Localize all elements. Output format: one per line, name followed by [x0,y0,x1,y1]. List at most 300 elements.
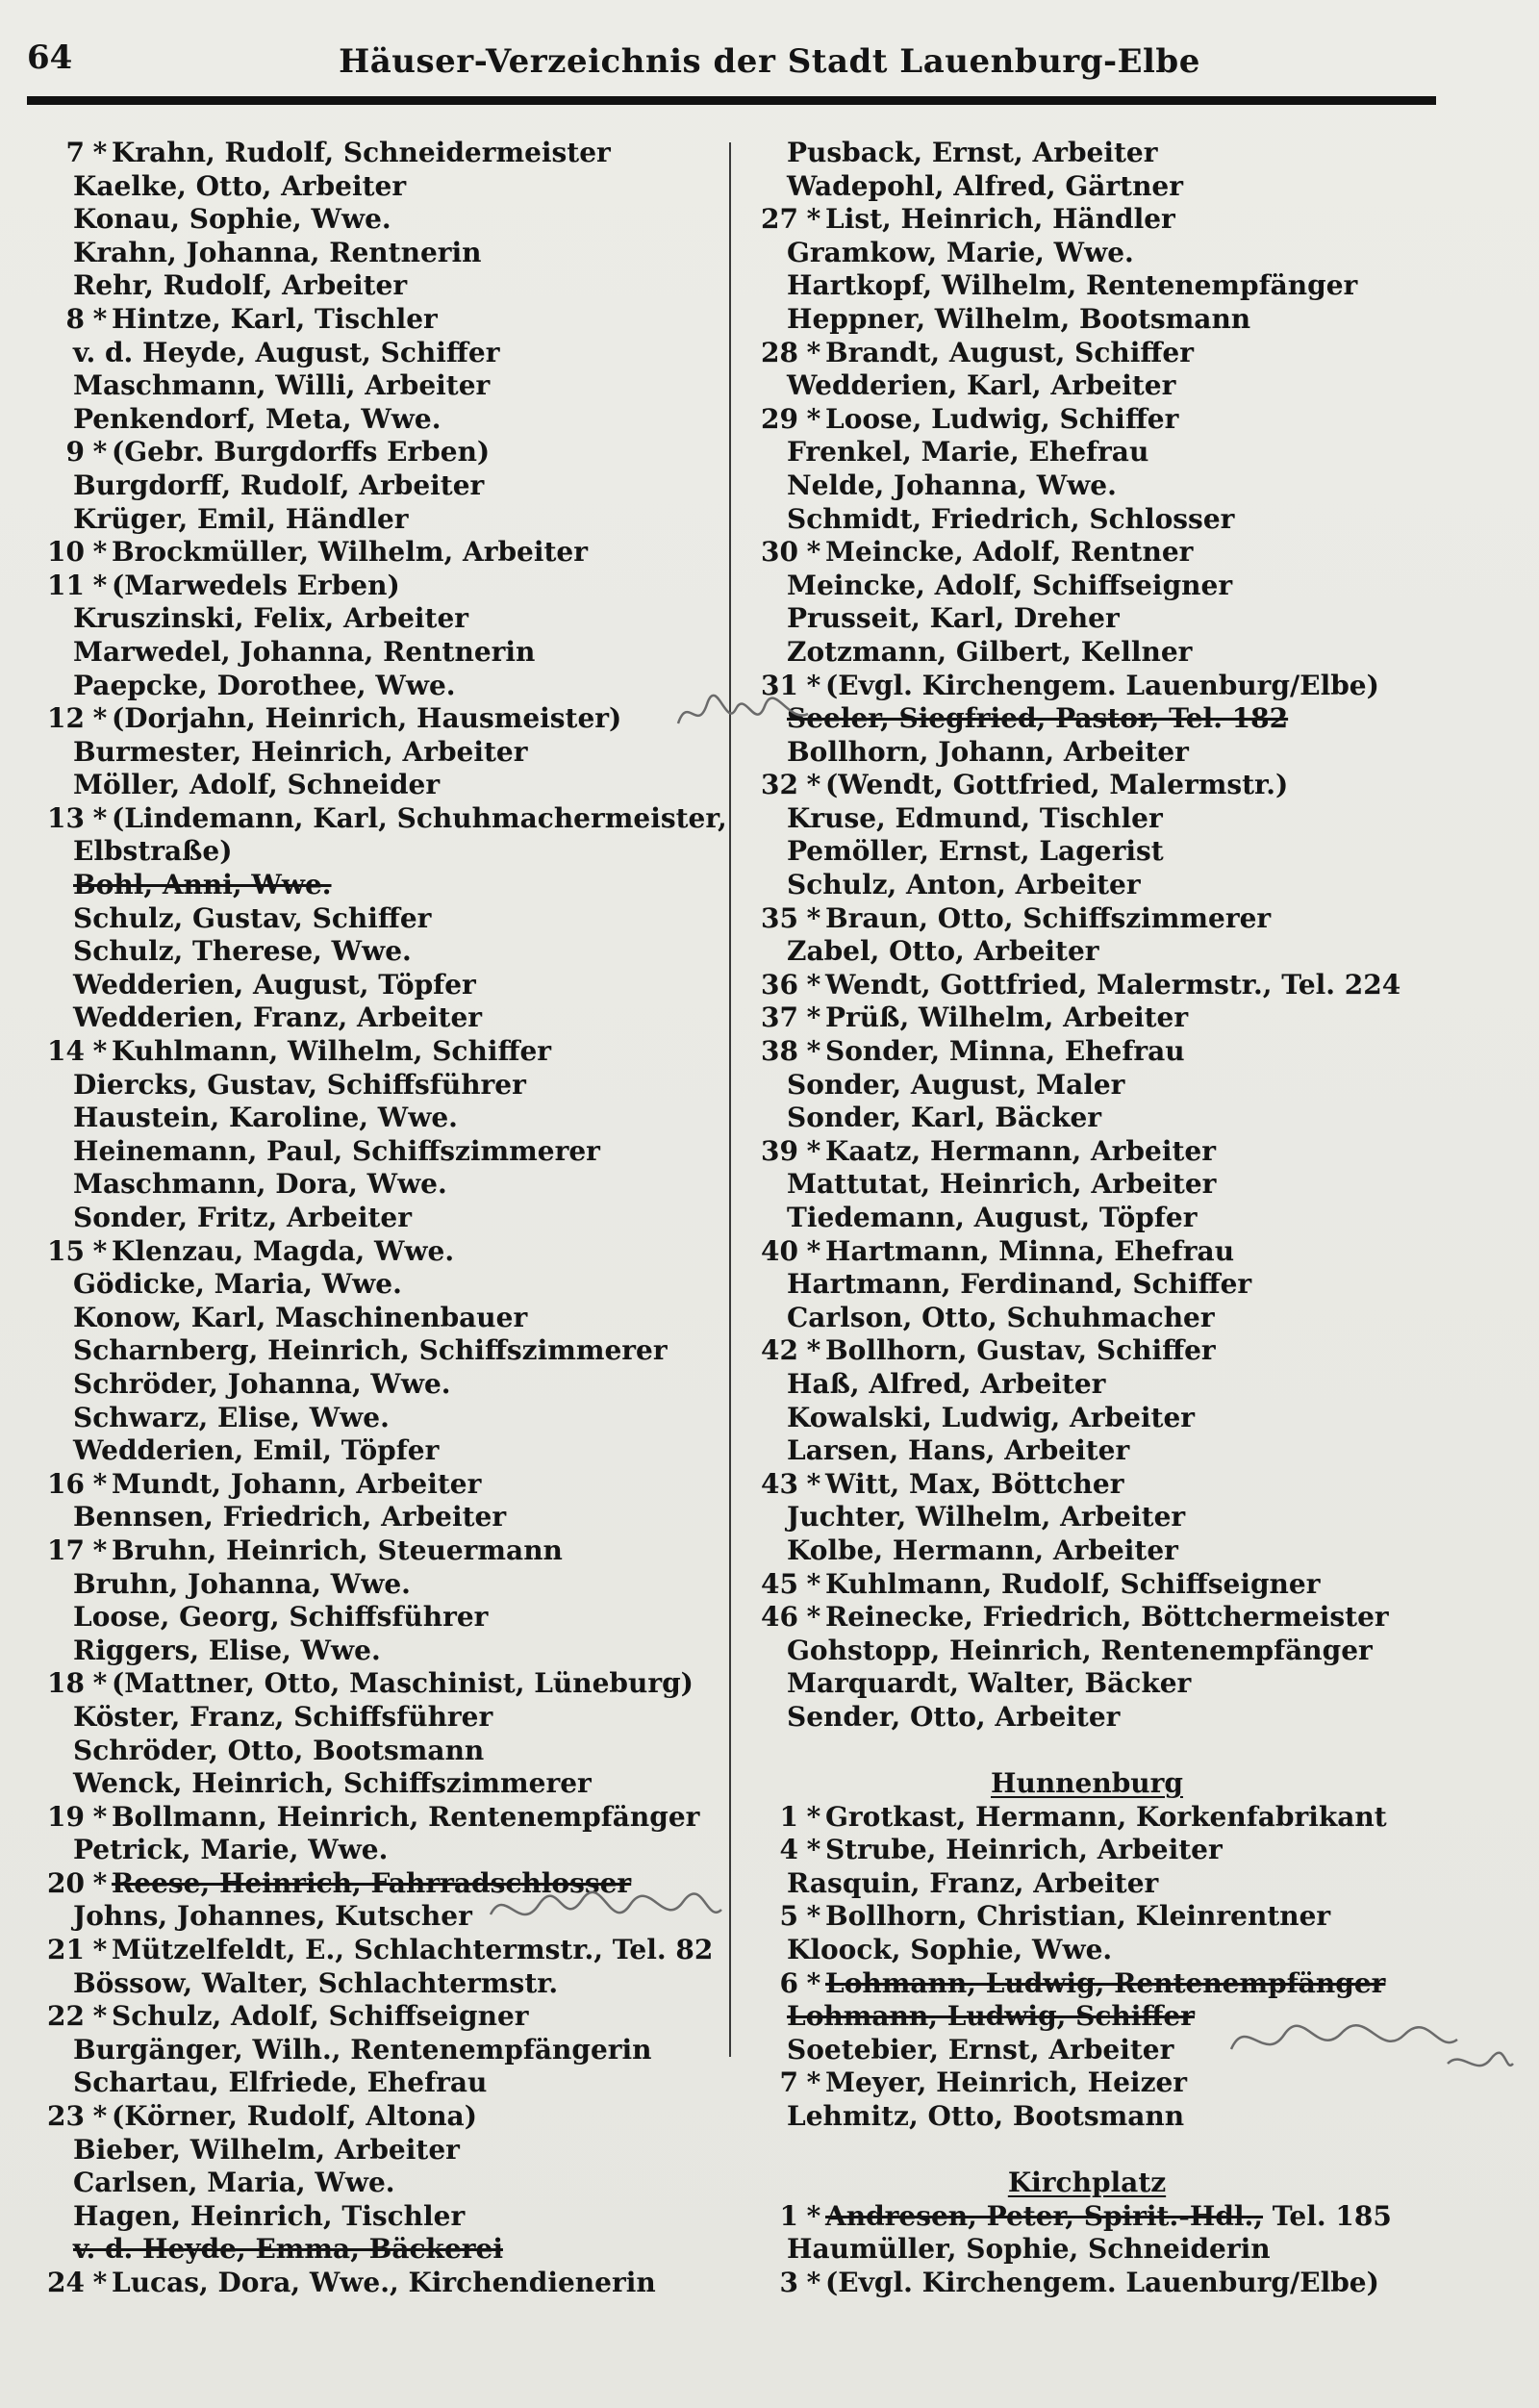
resident-text: Gramkow, Marie, Wwe. [787,236,1134,268]
resident-text: Larsen, Hans, Arbeiter [787,1434,1130,1467]
directory-entry [741,1334,1433,1368]
resident-text: Wedderien, Emil, Töpfer [73,1434,440,1467]
resident-text: Marwedel, Johanna, Rentnerin [73,635,536,668]
owner-asterisk-icon: * [806,1601,821,1634]
directory-entry [27,1302,719,1335]
resident-text: Hintze, Karl, Tischler [112,302,438,335]
resident-text: (Dorjahn, Heinrich, Hausmeister) [112,702,622,735]
resident-text: Bennsen, Friedrich, Arbeiter [73,1501,507,1534]
owner-asterisk-icon: * [92,1667,108,1700]
resident-text: Carlsen, Maria, Wwe. [73,2167,395,2199]
directory-entry [27,1102,719,1135]
house-number: 31 [761,669,798,701]
resident-text: Lohmann, Ludwig, Rentenempfänger [825,1966,1386,1999]
resident-text: Prusseit, Karl, Dreher [787,602,1120,635]
directory-entry [741,2267,1433,2300]
directory-entry [27,1268,719,1302]
directory-entry [27,1534,719,1568]
directory-entry [741,503,1433,537]
resident-text: (Wendt, Gottfried, Malermstr.) [825,769,1289,801]
directory-entry [27,1468,719,1502]
owner-asterisk-icon: * [92,2000,108,2033]
owner-asterisk-icon: * [92,137,108,168]
resident-text: Juchter, Wilhelm, Arbeiter [787,1501,1186,1534]
directory-entry [741,570,1433,603]
resident-text: Strube, Heinrich, Arbeiter [825,1834,1223,1866]
directory-entry [741,1235,1433,1269]
column-divider [729,142,731,2057]
resident-text: Sonder, August, Maler [787,1068,1125,1101]
house-number: 18 [47,1667,85,1700]
resident-text: Scharnberg, Heinrich, Schiffszimmerer [73,1334,668,1367]
directory-entry [27,2134,719,2167]
resident-text: Meyer, Heinrich, Heizer [825,2066,1188,2099]
resident-text: Lohmann, Ludwig, Schiffer [787,2000,1195,2033]
resident-text: Schartau, Elfriede, Ehefrau [73,2066,488,2099]
owner-asterisk-icon: * [92,1800,108,1833]
resident-text: Tiedemann, August, Töpfer [787,1202,1198,1233]
resident-text: Wenck, Heinrich, Schiffszimmerer [73,1767,592,1800]
house-number: 7 [65,137,85,168]
directory-entry [741,1934,1433,1967]
house-number: 4 [779,1834,798,1866]
directory-entry [741,469,1433,503]
directory-entry [27,2233,719,2267]
resident-text: Bollhorn, Gustav, Schiffer [825,1334,1216,1367]
house-number: 15 [47,1234,85,1267]
resident-text: Loose, Georg, Schiffsführer [73,1601,489,1634]
owner-asterisk-icon: * [806,1834,821,1866]
resident-text: Sonder, Fritz, Arbeiter [73,1202,412,1233]
directory-entry [27,436,719,469]
phone-suffix: Tel. 185 [1263,2199,1392,2232]
directory-entry [27,1601,719,1635]
directory-entry [27,2066,719,2100]
resident-text: Haß, Alfred, Arbeiter [787,1367,1106,1400]
directory-entry [27,2200,719,2234]
directory-entry [741,869,1433,902]
directory-entry [27,1701,719,1735]
resident-text: Lehmitz, Otto, Bootsmann [787,2100,1185,2133]
owner-asterisk-icon: * [92,2267,108,2298]
resident-text: Meincke, Adolf, Rentner [825,536,1194,569]
owner-asterisk-icon: * [806,2267,821,2298]
directory-entry [741,536,1433,570]
directory-entry [741,1268,1433,1302]
resident-text: Bruhn, Heinrich, Steuermann [112,1534,563,1566]
resident-text: Carlson, Otto, Schuhmacher [787,1301,1215,1333]
owner-asterisk-icon: * [806,901,821,934]
resident-text: Klenzau, Magda, Wwe. [112,1234,455,1267]
directory-entry [741,337,1433,370]
directory-entry [741,2200,1433,2234]
resident-text: Bohl, Anni, Wwe. [73,869,332,901]
directory-entry [741,636,1433,670]
resident-text: Kruse, Edmund, Tischler [787,801,1163,834]
left-column [27,137,727,2300]
house-number: 20 [47,1866,85,1899]
resident-text: (Lindemann, Karl, Schuhmachermeister, [112,801,727,834]
resident-text: Schulz, Anton, Arbeiter [787,869,1141,901]
directory-entry [27,469,719,503]
directory-entry [27,835,719,869]
resident-text: Sonder, Minna, Ehefrau [825,1035,1185,1068]
resident-text: Maschmann, Dora, Wwe. [73,1168,447,1201]
page-number: 64 [27,38,73,77]
directory-entry [741,736,1433,770]
directory-entry [27,736,719,770]
directory-entry [27,935,719,969]
directory-entry [741,1135,1433,1169]
handwritten-annotation-3 [1226,2006,1515,2083]
resident-text: Prüß, Wilhelm, Arbeiter [825,1001,1189,1034]
resident-text: Bollhorn, Johann, Arbeiter [787,735,1189,768]
house-number: 23 [47,2100,85,2133]
resident-text: Zabel, Otto, Arbeiter [787,935,1099,968]
house-number: 5 [779,1900,798,1933]
resident-text: Rehr, Rudolf, Arbeiter [73,269,408,302]
owner-asterisk-icon: * [806,968,821,1001]
house-number: 43 [761,1467,798,1500]
house-number: 1 [779,1800,798,1833]
directory-entry [741,1834,1433,1867]
resident-text: Wedderien, August, Töpfer [73,968,476,1001]
resident-text: Bössow, Walter, Schlachtermstr. [73,1966,559,1999]
directory-entry [27,1334,719,1368]
street-heading: Kirchplatz [1007,2167,1167,2199]
owner-asterisk-icon: * [806,2066,821,2099]
resident-text: Wadepohl, Alfred, Gärtner [787,169,1184,202]
house-number: 10 [47,536,85,569]
resident-text: Bollmann, Heinrich, Rentenempfänger [112,1800,700,1833]
directory-entry [27,2100,719,2134]
resident-text: Hagen, Heinrich, Tischler [73,2199,466,2232]
directory-entry [741,2100,1433,2134]
directory-entry [741,369,1433,403]
resident-text: Sonder, Karl, Bäcker [787,1102,1102,1134]
directory-entry [741,1900,1433,1934]
header-rule [27,96,1436,105]
house-number: 35 [761,901,798,934]
resident-text: Schulz, Therese, Wwe. [73,935,412,968]
resident-text: Brockmüller, Wilhelm, Arbeiter [112,536,588,569]
resident-text: Pusback, Ernst, Arbeiter [787,137,1158,168]
house-number: 8 [65,302,85,335]
owner-asterisk-icon: * [806,203,821,236]
house-number: 16 [47,1467,85,1500]
directory-entry [741,769,1433,802]
house-number: 6 [779,1966,798,1999]
section-gap [741,2134,1433,2167]
resident-text: Kaatz, Hermann, Arbeiter [825,1134,1216,1167]
resident-text: Seeler, Siegfried, Pastor, Tel. 182 [787,702,1289,735]
house-number: 3 [779,2267,798,2298]
directory-entry [741,1801,1433,1835]
directory-entry [741,1434,1433,1468]
directory-entry [741,1967,1433,2001]
resident-text: Kaelke, Otto, Arbeiter [73,169,407,202]
resident-text: Rasquin, Franz, Arbeiter [787,1866,1159,1899]
resident-text: Wedderien, Karl, Arbeiter [787,369,1176,402]
house-number: 17 [47,1534,85,1566]
resident-text: Krüger, Emil, Händler [73,502,409,535]
resident-text: Frenkel, Marie, Ehefrau [787,436,1149,469]
resident-text: Kuhlmann, Rudolf, Schiffseigner [825,1567,1321,1600]
resident-text: Mützelfeldt, E., Schlachtermstr., Tel. 82 [112,1934,714,1966]
page-title: Häuser-Verzeichnis der Stadt Lauenburg-Elbe [339,42,1200,81]
directory-entry [27,1235,719,1269]
owner-asterisk-icon: * [806,669,821,701]
house-number: 19 [47,1800,85,1833]
resident-text: Soetebier, Ernst, Arbeiter [787,2033,1174,2066]
directory-entry [27,337,719,370]
directory-entry [741,1202,1433,1235]
directory-entry [741,1001,1433,1035]
directory-entry [27,2000,719,2034]
resident-text: Reese, Heinrich, Fahrradschlosser [112,1866,632,1899]
resident-text: Kuhlmann, Wilhelm, Schiffer [112,1035,552,1068]
directory-entry [27,869,719,902]
owner-asterisk-icon: * [92,1866,108,1899]
owner-asterisk-icon: * [806,1567,821,1600]
directory-entry [27,1735,719,1768]
resident-text: Bieber, Wilhelm, Arbeiter [73,2133,460,2166]
house-number: 1 [779,2199,798,2232]
directory-entry [27,403,719,437]
directory-entry [741,203,1433,237]
directory-entry [27,1568,719,1602]
directory-entry [741,1501,1433,1534]
resident-text: Köster, Franz, Schiffsführer [73,1700,493,1733]
house-number: 30 [761,536,798,569]
right-column [741,137,1433,2300]
directory-entry [741,137,1433,170]
house-number: 39 [761,1134,798,1167]
directory-entry [27,1069,719,1103]
resident-text: Schmidt, Friedrich, Schlosser [787,502,1235,535]
house-number: 28 [761,336,798,368]
directory-entry [27,1501,719,1534]
directory-entry [27,1035,719,1069]
resident-text: Schwarz, Elise, Wwe. [73,1401,390,1433]
directory-entry [741,1701,1433,1735]
house-number: 11 [47,569,85,601]
house-number: 13 [47,801,85,834]
owner-asterisk-icon: * [92,1467,108,1500]
directory-entry [27,602,719,636]
house-number: 24 [47,2267,85,2298]
resident-text: Braun, Otto, Schiffszimmerer [825,901,1272,934]
owner-asterisk-icon: * [92,536,108,569]
owner-asterisk-icon: * [806,1800,821,1833]
directory-entry [27,203,719,237]
directory-entry [741,835,1433,869]
house-number: 36 [761,968,798,1001]
directory-entry [741,2233,1433,2267]
resident-text: Kolbe, Hermann, Arbeiter [787,1534,1178,1566]
resident-text: Krahn, Johanna, Rentnerin [73,236,482,268]
resident-text: Gohstopp, Heinrich, Rentenempfänger [787,1634,1373,1666]
house-number: 37 [761,1001,798,1034]
resident-text: Witt, Max, Böttcher [825,1467,1124,1500]
owner-asterisk-icon: * [806,1900,821,1933]
house-number: 40 [761,1234,798,1267]
directory-entry [741,902,1433,936]
directory-entry [741,1568,1433,1602]
directory-entry [27,2267,719,2300]
resident-text: Heinemann, Paul, Schiffszimmerer [73,1134,600,1167]
directory-entry [741,1534,1433,1568]
resident-text: Maschmann, Willi, Arbeiter [73,369,491,402]
section-gap [741,1735,1433,1768]
directory-entry [741,1302,1433,1335]
directory-entry [741,269,1433,303]
directory-entry [741,1168,1433,1202]
directory-entry [27,636,719,670]
resident-text: Bollhorn, Christian, Kleinrentner [825,1900,1331,1933]
resident-text: Meincke, Adolf, Schiffseigner [787,569,1233,601]
resident-text: Heppner, Wilhelm, Bootsmann [787,302,1251,335]
owner-asterisk-icon: * [806,1134,821,1167]
owner-asterisk-icon: * [806,2199,821,2232]
owner-asterisk-icon: * [806,769,821,801]
resident-text: Lucas, Dora, Wwe., Kirchendienerin [112,2267,656,2298]
resident-text: v. d. Heyde, August, Schiffer [73,336,500,368]
owner-asterisk-icon: * [806,1035,821,1068]
owner-asterisk-icon: * [92,1234,108,1267]
resident-text: Grotkast, Hermann, Korkenfabrikant [825,1800,1387,1833]
directory-entry [27,2034,719,2067]
resident-text: Schröder, Otto, Bootsmann [73,1734,485,1766]
directory-entry [27,137,719,170]
resident-text: Riggers, Elise, Wwe. [73,1634,381,1666]
resident-text: Konau, Sophie, Wwe. [73,203,391,236]
directory-entry [27,170,719,204]
directory-entry [741,237,1433,270]
resident-text: Kowalski, Ludwig, Arbeiter [787,1401,1196,1433]
directory-entry [27,2167,719,2200]
owner-asterisk-icon: * [806,1334,821,1367]
resident-text: (Körner, Rudolf, Altona) [112,2100,477,2133]
directory-entry [27,536,719,570]
resident-text: Reinecke, Friedrich, Böttchermeister [825,1601,1389,1634]
directory-entry [741,670,1433,703]
directory-entry [27,769,719,802]
directory-entry [741,602,1433,636]
house-number: 42 [761,1334,798,1367]
directory-entry [27,1168,719,1202]
resident-text: Schulz, Adolf, Schiffseigner [112,2000,529,2033]
directory-entry [27,1967,719,2001]
directory-entry [27,1667,719,1701]
handwritten-annotation-2 [486,1881,726,1948]
resident-text: Wendt, Gottfried, Malermstr., Tel. 224 [825,968,1401,1001]
directory-entry [741,1601,1433,1635]
directory-entry [27,503,719,537]
resident-text: Pemöller, Ernst, Lagerist [787,835,1164,868]
resident-text: Marquardt, Walter, Bäcker [787,1667,1192,1700]
resident-text: Burgänger, Wilh., Rentenempfängerin [73,2033,652,2066]
house-number: 7 [779,2066,798,2099]
owner-asterisk-icon: * [92,436,108,469]
resident-text: Brandt, August, Schiffer [825,336,1194,368]
directory-entry [27,1402,719,1435]
resident-text: (Gebr. Burgdorffs Erben) [112,436,491,469]
directory-entry [27,1834,719,1867]
resident-text: Haumüller, Sophie, Schneiderin [787,2233,1271,2266]
resident-text: Nelde, Johanna, Wwe. [787,469,1117,501]
resident-text: Gödicke, Maria, Wwe. [73,1268,402,1301]
directory-entry [27,570,719,603]
resident-text: (Evgl. Kirchengem. Lauenburg/Elbe) [825,669,1379,701]
owner-asterisk-icon: * [92,2100,108,2133]
directory-entry [741,1468,1433,1502]
directory-entry [741,1069,1433,1103]
resident-text: List, Heinrich, Händler [825,203,1175,236]
directory-entry [27,237,719,270]
directory-entry [27,269,719,303]
directory-entry [27,670,719,703]
resident-text: (Mattner, Otto, Maschinist, Lüneburg) [112,1667,694,1700]
house-number: 21 [47,1934,85,1966]
resident-text: Johns, Johannes, Kutscher [73,1900,472,1933]
directory-entry [741,1102,1433,1135]
directory-entry [741,436,1433,469]
house-number: 38 [761,1035,798,1068]
resident-text: Penkendorf, Meta, Wwe. [73,402,442,435]
directory-entry [27,1202,719,1235]
directory-entry [741,303,1433,337]
house-number: 27 [761,203,798,236]
owner-asterisk-icon: * [92,569,108,601]
directory-entry [27,369,719,403]
owner-asterisk-icon: * [806,1467,821,1500]
owner-asterisk-icon: * [92,702,108,735]
resident-text: Zotzmann, Gilbert, Kellner [787,635,1193,668]
house-number: 46 [761,1601,798,1634]
directory-entry [27,1368,719,1402]
resident-text: (Marwedels Erben) [112,569,400,601]
resident-text: Mundt, Johann, Arbeiter [112,1467,482,1500]
house-number: 14 [47,1035,85,1068]
directory-entry [27,1135,719,1169]
directory-entry [741,802,1433,836]
house-number: 29 [761,402,798,435]
directory-entry [27,303,719,337]
resident-text: Hartmann, Minna, Ehefrau [825,1234,1235,1267]
owner-asterisk-icon: * [92,1035,108,1068]
owner-asterisk-icon: * [806,336,821,368]
owner-asterisk-icon: * [92,1934,108,1966]
resident-text: v. d. Heyde, Emma, Bäckerei [73,2233,503,2266]
directory-entry [741,403,1433,437]
directory-entry [27,902,719,936]
resident-text: Mattutat, Heinrich, Arbeiter [787,1168,1217,1201]
resident-text: Konow, Karl, Maschinenbauer [73,1301,528,1333]
street-heading: Hunnenburg [991,1767,1183,1800]
directory-entry [741,1368,1433,1402]
resident-text: Bruhn, Johanna, Wwe. [73,1567,411,1600]
directory-entry [27,702,719,736]
directory-entry [741,1402,1433,1435]
resident-text: Wedderien, Franz, Arbeiter [73,1001,483,1034]
resident-text: Schröder, Johanna, Wwe. [73,1367,451,1400]
resident-text: Hartmann, Ferdinand, Schiffer [787,1268,1252,1301]
directory-entry [741,1667,1433,1701]
resident-text: Petrick, Marie, Wwe. [73,1834,389,1866]
owner-asterisk-icon: * [92,302,108,335]
directory-entry [741,702,1433,736]
